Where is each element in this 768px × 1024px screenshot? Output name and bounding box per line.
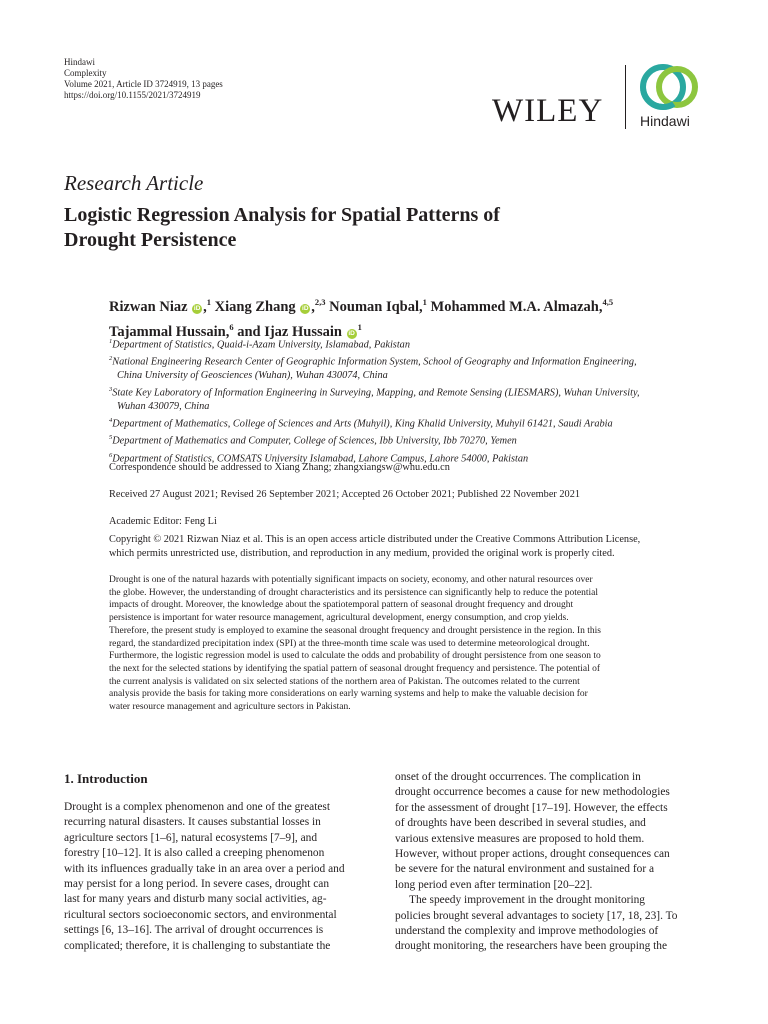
affil-text: Wuhan 430079, China xyxy=(117,401,210,413)
affiliation-list xyxy=(109,335,709,466)
author-name[interactable]: Nouman Iqbal, xyxy=(329,298,423,315)
body-line: last for many years and disturb many social activities, ag- xyxy=(64,893,327,906)
author-name[interactable]: and Ijaz Hussain xyxy=(237,323,342,340)
affil-text: Department of Statistics, COMSATS University Islamabad, Lahore Campus, Lahore 54000, Pakistan xyxy=(112,453,529,465)
article-title xyxy=(64,203,684,253)
body-line: with its influences gradually take in an area over a period and xyxy=(64,862,345,875)
body-line: onset of the drought occurrences. The complication in xyxy=(395,771,641,783)
abstract-line: Drought is one of the natural hazards with potentially significant impacts on society, economy, and other natural resources over xyxy=(109,575,593,585)
affil-text: State Key Laboratory of Information Engineering in Surveying, Mapping, and Remote Sensing (LIESMARS), Wuhan University, xyxy=(112,387,640,399)
abstract-line: water resource management and agriculture sectors in Pakistan. xyxy=(109,702,351,713)
body-line: Drought is a complex phenomenon and one of the greatest xyxy=(64,801,331,813)
title-line: Drought Persistence xyxy=(64,229,237,251)
body-line: settings [6, 13–16]. The arrival of drought occurrences is xyxy=(64,924,324,937)
body-line: The speedy improvement in the drought monitoring xyxy=(409,894,645,907)
section-heading: 1. Introduction xyxy=(64,771,148,786)
publication-dates: Received 27 August 2021; Revised 26 September 2021; Accepted 26 October 2021; Published 22 November 2021 xyxy=(109,489,581,500)
body-line: complicated; therefore, it is challenging to substantiate the xyxy=(64,939,331,952)
body-line: various extensive measures are proposed to hold them. xyxy=(395,832,645,845)
article-type: Research Article xyxy=(64,171,204,195)
abstract-line: the globe. However, the understanding of drought characteristics and its persistence can significantly help to reduce the potential xyxy=(109,587,598,598)
body-line: drought monitoring, the researchers have been grouping the xyxy=(395,940,668,953)
body-line: be severe for the natural environment and sustained for a xyxy=(395,863,655,876)
abstract-line: impacts of drought. Moreover, the knowledge about the spatiotemporal pattern of seasonal drought frequency and drought xyxy=(109,600,574,611)
body-column-left xyxy=(64,800,374,954)
body-line: ricultural sectors socioeconomic sectors, and environmental xyxy=(64,908,337,921)
author-name[interactable]: Xiang Zhang xyxy=(214,298,296,315)
hindawi-logo-icon xyxy=(637,64,701,110)
abstract-line: persistence is important for water resource management, agricultural development, energy consumption, and crop yields. xyxy=(109,613,569,624)
body-line: drought occurrence becomes a cause for new methodologies xyxy=(395,786,670,799)
abstract-line: Therefore, the present study is employed to examine the seasonal drought frequency and drought persistence in the region. In this xyxy=(109,625,602,636)
author-affil: 1 xyxy=(206,297,212,307)
author-name[interactable]: Rizwan Niaz xyxy=(109,298,188,315)
body-line: long period even after termination [20–22]. xyxy=(395,878,593,891)
body-column-right xyxy=(395,770,703,955)
orcid-icon[interactable]: iD xyxy=(302,304,309,312)
journal-name: Complexity xyxy=(64,68,107,78)
body-line: understand the complexity and improve methodologies of xyxy=(395,925,659,938)
author-list: Rizwan Niaz iD ,$^1$ Xiang Zhang iD ,$^{2,3}$ Nouman Iqbal,$^1$ Mohammed M.A. Almazah,$^{4,5}$ Tajammal Hussain,$^6$ and Ijaz Hussain $iD^1$ xyxy=(109,297,614,340)
abstract-line: Furthermore, the logistic regression model is used to calculate the odds and probability of drought persistence from one season to xyxy=(109,651,601,662)
author-affil: 2,3 xyxy=(314,297,326,307)
affil-text: Department of Statistics, Quaid-i-Azam University, Islamabad, Pakistan xyxy=(112,339,410,351)
affiliation-item xyxy=(109,335,709,352)
logo-divider xyxy=(625,65,626,129)
body-line: However, without proper actions, drought consequences can xyxy=(395,848,670,861)
abstract-line: the current analysis is validated on six selected stations of the northern area of Pakistan. The outcomes related to the current xyxy=(109,676,580,687)
affil-number: 2 xyxy=(109,355,113,363)
correspondence: Correspondence should be addressed to Xiang Zhang; zhangxiangsw@whu.edu.cn xyxy=(109,462,450,473)
affil-number: 3 xyxy=(109,386,113,394)
body-line: may persist for a long period. In severe cases, drought can xyxy=(64,878,330,891)
affil-text: China University of Geosciences (Wuhan), Wuhan 430074, China xyxy=(117,370,388,382)
author-name[interactable]: Tajammal Hussain, xyxy=(109,323,230,340)
affil-text: National Engineering Research Center of Geographic Information System, School of Geography and Information Engineering, xyxy=(112,356,637,368)
affiliation-item xyxy=(109,383,709,400)
copyright-line: which permits unrestricted use, distribution, and reproduction in any medium, provided the original work is properly cited. xyxy=(109,548,615,559)
affil-text: Department of Mathematics and Computer, College of Sciences, Ibb University, Ibb 70270, Yemen xyxy=(112,435,517,447)
body-line: of droughts have been described in several studies, and xyxy=(395,817,646,830)
abstract-line: analysis provide the basis for taking more considerations on early warning systems and help to make the valuable decision for xyxy=(109,689,588,700)
affiliation-item xyxy=(109,414,709,431)
affiliation-item xyxy=(109,431,709,448)
affiliation-item xyxy=(109,352,709,369)
volume-info: Volume 2021, Article ID 3724919, 13 pages xyxy=(64,79,223,89)
wiley-logo: WILEY xyxy=(492,93,604,129)
body-line: agriculture sectors [1–6], natural ecosystems [7–9], and xyxy=(64,831,318,844)
copyright-notice xyxy=(109,533,709,561)
body-line: forestry [10–12]. It is also called a creeping phenomenon xyxy=(64,847,325,860)
affil-number: 1 xyxy=(109,338,113,345)
body-line: policies brought several advantages to society [17, 18, 23]. To xyxy=(395,909,678,922)
affil-number: 6 xyxy=(109,451,113,459)
orcid-icon[interactable]: iD xyxy=(348,329,355,337)
abstract-line: the next for the selected stations by identifying the spatial pattern of seasonal drought frequency and persistence. The potential of xyxy=(109,663,601,674)
publisher-name: Hindawi xyxy=(64,57,95,67)
copyright-line: Copyright © 2021 Rizwan Niaz et al. This is an open access article distributed under the Creative Commons Attribution License, xyxy=(109,534,641,545)
body-line: for the assessment of drought [17–19]. However, the effects xyxy=(395,801,668,814)
author-affil: 1 xyxy=(357,321,362,332)
author-affil: 1 xyxy=(422,297,427,307)
title-line: Logistic Regression Analysis for Spatial Patterns of xyxy=(64,204,500,226)
author-affil: 6 xyxy=(229,321,234,332)
doi-link[interactable]: https://doi.org/10.1155/2021/3724919 xyxy=(64,90,201,100)
academic-editor: Academic Editor: Feng Li xyxy=(109,516,217,527)
orcid-icon[interactable]: iD xyxy=(193,304,201,312)
journal-meta xyxy=(64,57,223,101)
affil-number: 4 xyxy=(109,417,113,425)
abstract xyxy=(109,574,709,714)
author-affil: 4,5 xyxy=(602,297,614,307)
affil-number: 5 xyxy=(109,434,113,442)
hindawi-logo-text: Hindawi xyxy=(640,113,690,129)
abstract-line: regard, the standardized precipitation index (SPI) at the three-month time scale was used to determine meteorological drought. xyxy=(109,638,590,649)
author-name[interactable]: Mohammed M.A. Almazah, xyxy=(430,298,603,315)
affil-text: Department of Mathematics, College of Sciences and Arts (Muhyil), King Khalid University, Muhyil 61421, Saudi Arabia xyxy=(112,418,613,430)
body-line: recurring natural disasters. It causes substantial losses in xyxy=(64,816,321,829)
